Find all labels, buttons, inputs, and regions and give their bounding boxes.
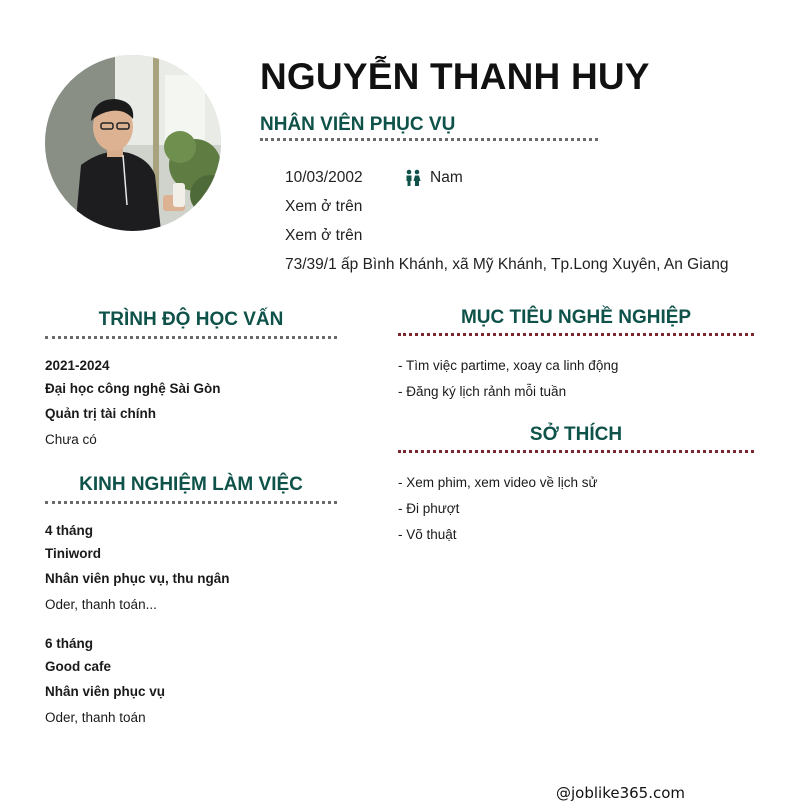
experience-duration: 6 tháng (45, 636, 94, 651)
job-title: NHÂN VIÊN PHỤC VỤ (260, 114, 456, 135)
address-value: 73/39/1 ấp Bình Khánh, xã Mỹ Khánh, Tp.Long Xuyên, An Giang (285, 256, 729, 273)
experience-company: Good cafe (45, 659, 112, 674)
education-note: Chưa có (45, 432, 97, 447)
hobbies-heading: SỞ THÍCH (529, 424, 623, 445)
email-value: Xem ở trên (285, 227, 363, 244)
education-divider (45, 336, 337, 339)
objective-divider (398, 333, 754, 336)
hobby-item: - Xem phim, xem video về lịch sử (398, 475, 598, 490)
birthdate: 10/03/2002 (285, 169, 363, 186)
phone-value: Xem ở trên (285, 198, 363, 215)
hobby-item: - Võ thuật (398, 527, 457, 542)
education-school: Đại học công nghệ Sài Gòn (45, 381, 221, 396)
objective-heading: MỤC TIÊU NGHỀ NGHIỆP (460, 307, 692, 328)
education-period: 2021-2024 (45, 358, 110, 373)
people-icon (404, 169, 422, 187)
education-heading: TRÌNH ĐỘ HỌC VẤN (98, 309, 284, 330)
gender-row (404, 169, 463, 187)
title-divider (260, 138, 598, 141)
experience-description: Oder, thanh toán (45, 710, 146, 725)
experience-heading: KINH NGHIỆM LÀM VIỆC (79, 474, 303, 495)
hobbies-divider (398, 450, 754, 453)
watermark-text: @joblike365.com (556, 784, 686, 802)
profile-photo-illustration (45, 55, 221, 231)
experience-description: Oder, thanh toán... (45, 597, 157, 612)
candidate-name: NGUYỄN THANH HUY (260, 56, 650, 97)
profile-photo (45, 55, 221, 231)
experience-company: Tiniword (45, 546, 101, 561)
experience-position: Nhân viên phục vụ (45, 684, 166, 699)
education-major: Quản trị tài chính (45, 406, 157, 421)
experience-duration: 4 tháng (45, 523, 94, 538)
objective-item: - Tìm việc partime, xoay ca linh động (398, 358, 619, 373)
experience-divider (45, 501, 337, 504)
experience-position: Nhân viên phục vụ, thu ngân (45, 571, 230, 586)
gender-value: Nam (430, 169, 463, 186)
objective-item: - Đăng ký lịch rảnh mỗi tuần (398, 384, 567, 399)
hobby-item: - Đi phượt (398, 501, 460, 516)
